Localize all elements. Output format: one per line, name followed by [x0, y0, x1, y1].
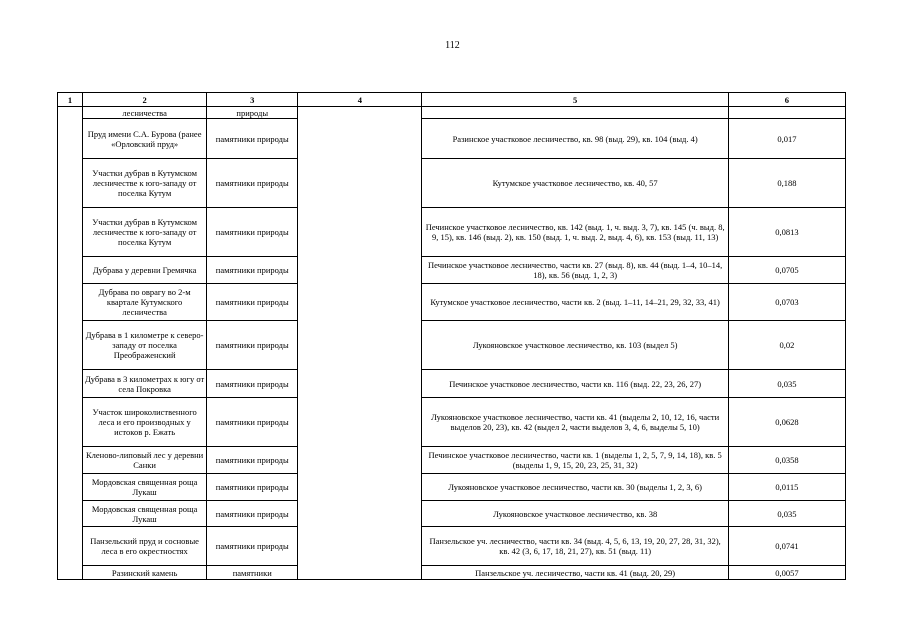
- header-col-1: 1: [58, 93, 83, 107]
- cell-location: Кутумское участковое лесничество, кв. 40, 57: [422, 159, 728, 208]
- table-row: [58, 257, 846, 284]
- table-row: [58, 208, 846, 257]
- cell-location: Разинское участковое лесничество, кв. 98 (выд. 29), кв. 104 (выд. 4): [422, 119, 728, 159]
- table-row: [58, 527, 846, 566]
- table-row: [58, 107, 846, 119]
- cell-type: памятники природы: [207, 447, 298, 474]
- cell-name: Мордовская священная роща Лукаш: [83, 474, 207, 501]
- cell-name: лесничества: [83, 107, 207, 119]
- table-row: [58, 119, 846, 159]
- table-row: [58, 159, 846, 208]
- cell-name: Панзельский пруд и сосновые леса в его окрестностях: [83, 527, 207, 566]
- header-row: [58, 93, 846, 107]
- cell-location: Лукояновское участковое лесничество, кв. 38: [422, 501, 728, 527]
- cell-location: Печинское участковое лесничество, кв. 142 (выд. 1, ч. выд. 3, 7), кв. 145 (ч. выд. 8, 9, 15), кв. 146 (выд. 2), кв. 150 (выд. 1, ч. выд. 2, выд. 4, 6), кв. 153 (выд. 11, 13): [422, 208, 728, 257]
- header-col-5: 5: [422, 93, 728, 107]
- cell-name: Дубрава в 3 километрах к югу от села Покровка: [83, 370, 207, 398]
- cell-area: 0,035: [728, 370, 845, 398]
- cell-area: 0,188: [728, 159, 845, 208]
- cell-type: памятники природы: [207, 501, 298, 527]
- cell-area: [728, 107, 845, 119]
- cell-type: памятники природы: [207, 474, 298, 501]
- cell-area: 0,0115: [728, 474, 845, 501]
- table-row: [58, 501, 846, 527]
- cell-area: 0,0813: [728, 208, 845, 257]
- cell-name: Участки дубрав в Кутумском лесничестве к юго-западу от поселка Кутум: [83, 159, 207, 208]
- cell-name: Пруд имени С.А. Бурова (ранее «Орловский пруд»: [83, 119, 207, 159]
- cell-location: Кутумское участковое лесничество, части кв. 2 (выд. 1–11, 14–21, 29, 32, 33, 41): [422, 284, 728, 321]
- cell-area: 0,0705: [728, 257, 845, 284]
- cell-area: 0,0358: [728, 447, 845, 474]
- cell-location: Печинское участковое лесничество, части кв. 116 (выд. 22, 23, 26, 27): [422, 370, 728, 398]
- cell-location: Печинское участковое лесничество, части кв. 1 (выделы 1, 2, 5, 7, 9, 14, 18), кв. 5 (выделы 1, 9, 15, 20, 23, 25, 31, 32): [422, 447, 728, 474]
- cell-type: памятники природы: [207, 370, 298, 398]
- page-number: 112: [445, 40, 460, 51]
- cell-col4-empty: [298, 107, 422, 580]
- cell-location: Печинское участковое лесничество, части кв. 27 (выд. 8), кв. 44 (выд. 1–4, 10–14, 18), кв. 56 (выд. 1, 2, 3): [422, 257, 728, 284]
- cell-name: Дубрава в 1 километре к северо-западу от поселка Преображенский: [83, 321, 207, 370]
- header-col-6: 6: [728, 93, 845, 107]
- header-col-2: 2: [83, 93, 207, 107]
- cell-area: 0,02: [728, 321, 845, 370]
- cell-area: 0,035: [728, 501, 845, 527]
- cell-area: 0,0741: [728, 527, 845, 566]
- cell-name: Разинский камень: [83, 566, 207, 580]
- table-row: [58, 447, 846, 474]
- cell-area: 0,0703: [728, 284, 845, 321]
- table-row: [58, 398, 846, 447]
- cell-type: памятники природы: [207, 284, 298, 321]
- cell-name: Дубрава по оврагу во 2-м квартале Кутумского лесничества: [83, 284, 207, 321]
- table-row: [58, 321, 846, 370]
- cell-location: Лукояновское участковое лесничество, части кв. 30 (выделы 1, 2, 3, 6): [422, 474, 728, 501]
- cell-type: памятники природы: [207, 159, 298, 208]
- cell-name: Кленово-липовый лес у деревни Санки: [83, 447, 207, 474]
- cell-type: памятники природы: [207, 321, 298, 370]
- header-col-3: 3: [207, 93, 298, 107]
- cell-type: памятники природы: [207, 527, 298, 566]
- protected-areas-table: [57, 92, 846, 580]
- cell-area: 0,0057: [728, 566, 845, 580]
- cell-type: природы: [207, 107, 298, 119]
- cell-type: памятники: [207, 566, 298, 580]
- cell-number-empty: [58, 107, 83, 580]
- cell-type: памятники природы: [207, 119, 298, 159]
- cell-location: Лукояновское участковое лесничество, части кв. 41 (выделы 2, 10, 12, 16, части выделов 20, 23), кв. 42 (выдел 2, части выделов 3, 4, 6, выделы 5, 10): [422, 398, 728, 447]
- cell-name: Участок широколиственного леса и его производных у истоков р. Ежать: [83, 398, 207, 447]
- header-col-4: 4: [298, 93, 422, 107]
- cell-type: памятники природы: [207, 398, 298, 447]
- table-row: [58, 370, 846, 398]
- table-row: [58, 474, 846, 501]
- cell-location: Панзельское уч. лесничество, части кв. 41 (выд. 20, 29): [422, 566, 728, 580]
- cell-name: Дубрава у деревни Гремячка: [83, 257, 207, 284]
- cell-name: Мордовская священная роща Лукаш: [83, 501, 207, 527]
- cell-location: Лукояновское участковое лесничество, кв. 103 (выдел 5): [422, 321, 728, 370]
- cell-type: памятники природы: [207, 257, 298, 284]
- cell-type: памятники природы: [207, 208, 298, 257]
- cell-area: 0,0628: [728, 398, 845, 447]
- cell-location: Панзельское уч. лесничество, части кв. 34 (выд. 4, 5, 6, 13, 19, 20, 27, 28, 31, 32), кв. 42 (3, 6, 17, 18, 21, 27), кв. 51 (выд. 11): [422, 527, 728, 566]
- table-row: [58, 284, 846, 321]
- cell-location: [422, 107, 728, 119]
- cell-area: 0,017: [728, 119, 845, 159]
- cell-name: Участки дубрав в Кутумском лесничестве к юго-западу от поселка Кутум: [83, 208, 207, 257]
- table-row: [58, 566, 846, 580]
